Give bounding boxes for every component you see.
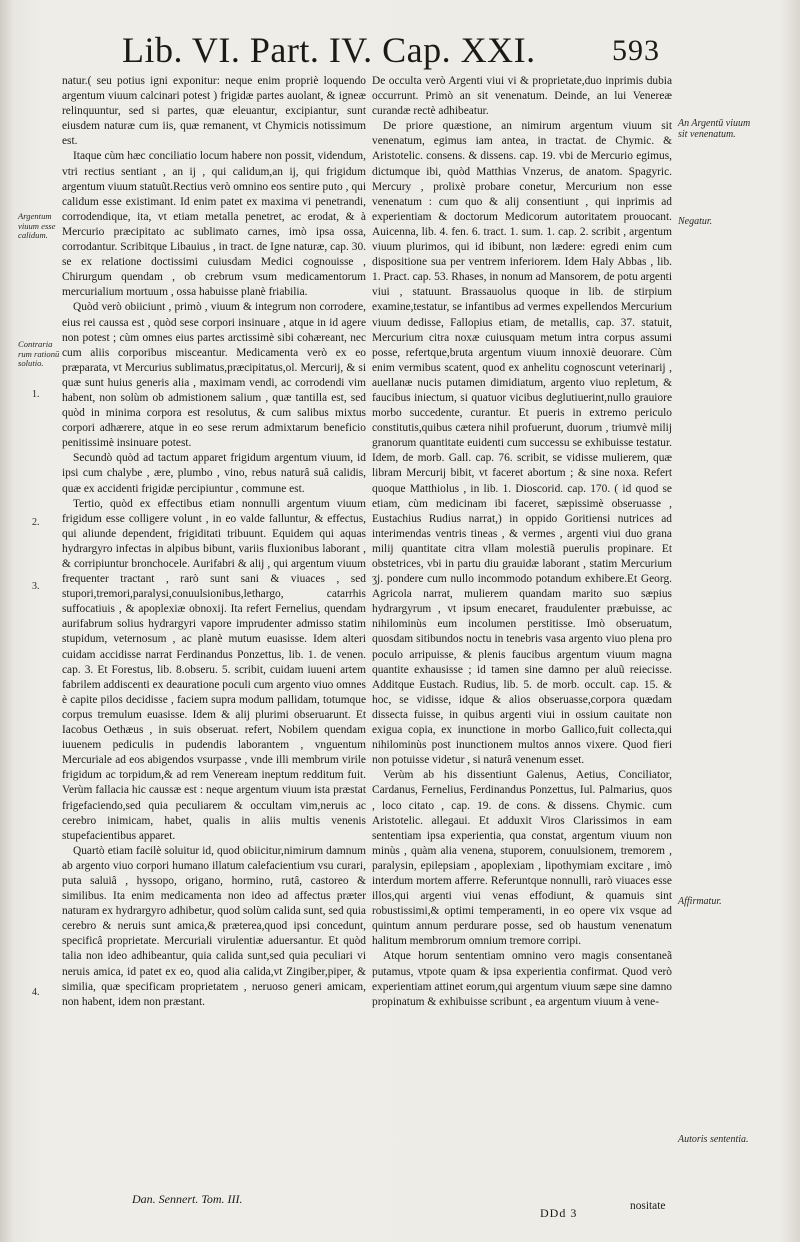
page-number: 593 [612,34,660,67]
paragraph: Secundò quòd ad tactum apparet frigidum argentum viuum, id ipsi cum chalybe , ære, plumbo , vino, rebus naturâ suâ calidis, quæ ex accidenti frigidæ percipiuntur , commune est. [62,452,366,495]
margin-note: Argentum viuum esse calidum. [18,211,56,241]
margin-note: Negatur. [678,216,713,227]
catchword: nositate [630,1200,666,1212]
margin-number: 4. [32,987,40,998]
signature-mark: DDd 3 [540,1206,578,1220]
margin-note: An Argentū viuum sit venenatum. [678,118,751,140]
paragraph: De priore quæstione, an nimirum argentum viuum sit venenatum, egimus iam antea, in tractat. de Chymic. & Aristotelic. consens. & dissens. cap. 19. vbi de Mercurio egimus, dictumque ibi, quòd Matthias Vnzerus, de anatom. Spagyric. Mercury , prolixè probare conetur, Mercurium non esse venenatum : cum quo & alij consentiunt , qui inprimis ad experientiam & doctorum Medicorum autoritatem prouocant. Auicenna, lib. 4. fen. 6. tract. 1. sum. 1. cap. 2. scribit , argentum viuum plurimos, qui id ibibunt, non lædere: egredi enim cum dispositione sua per ventrem inferiorem. Idem Haly Abbas , lib. 1. Pract. cap. 53. Rhases, in nonum ad Mansorem, de potu argenti viui , statuunt. Brassauolus quoque in lib. de stirpium examine,testatur, se infantibus ad vermes expellendos Mercurium viuum dedisse, Fallopius etiam, de metallis, cap. 37. statuit, Mercurium citra noxæ cuiusquam metum intra corpus assumi posse, refertque,bruta argentum viuum innoxiè deuorare. Cùm enim vermibus scatent, quod ex anhelitu cognoscunt veterinarij , auellanæ nucis putamen dimidiatum, argento viuo repletum, & faucibus iniectum, si quatuor vicibus deglutiuerint,nullo grauiore morbo succedente, curantur. Et pueris in extremo periculo constitutis,quibus cætera nihil profuerunt, duorum , triumvè milij granorum quantitate euidenti cum successu se exhibuisse testatur. Idem, de morb. Gall. cap. 76. scribit, se vidisse mulierem, quæ libram Mercurij bibit, vt faceret abortum ; & sine noxa. Refert quoque Matthiolus , in lib. 1. Dioscorid. cap. 170. ( id quod se etiam, cùm medicinam ibi faceret, sæpissimè obseruasse , Eustachius Rudius narrat,) in oppido Goritiensi nutrices ad interimendas ventris tineas , & vermes , argenti viui duo grana milij quantitate citra vllam molestiã puerulis propinare. Et obstetrices, vbi in partu diu grauidæ laborant , statim Mercurium ʒj. pondere cum nullo incommodo potandum exhibere.Et Georg. Agricola narrat, mulierem quandam marito suo sæpius hydrargyrum , vt ipsum enecaret, fraudulenter præbuisse, ac nihilominùs eum incolumen perstitisse. Imò obseruatum, quosdam sitibundos noctu in tenebris vasa argento viuo plena pro poculo arripuisse, & plenis faucibus argentum viuum magna quantite exhausisse ; id tamen sine damno per aluũ reiecisse. Additque Eustach. Rudius, lib. 5. de morb. occult. cap. 15. & hoc, se vidisse, idque & alios obseruasse,corpora quædam dissecta fuisse, in quibus argenti viui in ossium cauitate non exigua copia, ex inunctione in morbo Gallico,fuit collecta,qui nihilominùs post inunctionem multos annos vixere. Quod fieri non potuisse videtur , si naturâ venenum esset. [372,120,672,767]
paragraph: Itaque cùm hæc conciliatio locum habere non possit, videndum, vtri rectius sentiant , an ij , qui calidum,an ij, qui frigidum argentum viuum statuũt.Rectius verò omnino eos sentire puto , qui calidum esse existimant. Id enim patet ex maxima vi penetrandi, corrodendique, ita, vt etiam metalla penetret, ac erodat, & à Mercurio præcipitato ac sublimato carnes, imò ipsa ossa, corrodantur. Scribitque Libauius , in tract. de Igne naturæ, cap. 30. se ex relatione doctissimi cuiusdam Medici cognouisse , Chirurgum quendam , ob crebrum vsum medicamentorum mercurialium mortuum , ossa habuisse planè friabilia. [62,150,366,299]
paragraph: De occulta verò Argenti viui vi & proprietate,duo inprimis dubia occurrunt. Primò an sit venenatum. Deinde, an lui Venereæ curandæ rectè adhibeatur. [372,75,672,118]
running-head: Lib. VI. Part. IV. Cap. XXI. [122,30,536,70]
margin-note: Contraria rum rationū solutio. [18,339,60,369]
paragraph: natur.( seu potius igni exponitur: neque enim propriè loquendo argentum viuum calcinari potest ) frigidæ partes auolant, & igneæ relinquuntur, sed si partes, quæ eleuantur, excipiantur, sunt eiusdem naturæ cum iis, quæ remanent, vt Chymicis notissimum est. [62,75,366,148]
margin-number: 2. [32,517,40,528]
left-column [62,74,366,1010]
paragraph: Verùm ab his dissentiunt Galenus, Aetius, Conciliator, Cardanus, Fernelius, Ferdinandus Ponzettus, Iul. Palmarius, quos , loco citato , cap. 19. de cons. & dissens. Chymic. cum Aristotelic. allegaui. Et adduxit Viros Clarissimos in eam sententiam ipsa experientia, qua constat, argentum viuum non minùs , quàm alia venena, stuporem, conuulsionem, tremorem , paralysin, epilepsiam , apoplexiam , lipothymiam excitare , imò interdum mortem afferre. Referuntque nonnulli, rarò viuaces esse illos,qui argenti viui venas effodiunt, & quamuis sint robustissimi,& optimi temperamenti, in eo opere vix vsque ad quintum annum perdurare posse, sed ob haustum venenatum halitum membrorum omnium tremore corripi. [372,769,672,948]
paragraph: Atque horum sententiam omnino vero magis consentaneã putamus, vtpote quam & ipsa experientia confirmat. Quod verò experientiam attinet eorum,qui argentum viuum sæpe sine damno propinatum & exhibuisse scribunt , ea argentum viuum à vene- [372,950,672,1008]
margin-number: 3. [32,581,40,592]
paragraph: Quòd verò obiiciunt , primò , viuum & integrum non corrodere, eius rei caussa est , quòd sese corpori insinuare , atque in id agere non potest ; cùm omnes eius partes arctissimè sibi cohæreant, nec cum aliis corporibus misceantur. Medicamenta verò ex eo præparata, vt Mercurius sublimatus,præcipitatus,ol. Mercurij, & si quæ sunt huius generis alia , maximam vendi, ac corrodendi vim habent, non solùm ob admistionem salium , quæ tantilla est, sed quòd in minima corpora est resolutus, & cum salibus mixtus corpori adhærere, atque in eo sese rerum admixtarum beneficio penitissimè insinuare potest. [62,301,366,450]
paragraph: Tertio, quòd ex effectibus etiam nonnulli argentum viuum frigidum esse colligere volunt , in eo valde falluntur, & effectus, qui aliunde dependent, frigiditati tribuunt. Equidem qui aquas hydrargyro infectas in alpibus bibunt, variis fluxionibus laborant , & corripiuntur bronchocele. Aurifabri & alij , qui argentum viuum frequenter tractant , rarò sunt sani & viuaces , sed stupori,tremori,paralysi,conuulsionibus,lethargo, catarrhis suffocatiuis , & apoplexiæ obnoxij. Ita refert Fernelius, quendam aurifabrum solius hydrargyri vapore imprudenter admisso statim stupidum, veternosum , ac planè mutum euasisse. Idem alteri cuidam accidisse narrat Ferdinandus Ponzettus, lib. 1. de venen. cap. 3. Et Forestus, lib. 8.obseru. 5. scribit, cuidam iuueni artem fabrilem addiscenti ex deauratione poculi cum argento viuo omnes è capite pilos decidisse , faciem supra modum pallidam, totumque corpus tremulum euasisse. Idem & alij plurimi obseruarunt. Et Iacobus Oethæus , in suis obseruat. refert, Nobilem quendam iuuenem pediculis in pudendis laborantem , vnguentum Mercuriale ad eos abigendos vsurpasse , vnde illi membrum virile frigidum ac torpidum,& ad rem Veneream ineptum redditum fuit. Verùm fallacia hic caussæ est : neque argentum viuum ista præstat frigefaciendo,sed quia peculiarem & occultam vim,neruis ac cerebro inimicam, habet, qualis in aliis multis venenis stupefacientibus apparet. [62,497,366,842]
right-column [372,74,672,1010]
margin-note: Autoris sententia. [678,1134,749,1145]
margin-note: Affirmatur. [678,896,722,907]
margin-number: 1. [32,389,40,400]
paragraph: Quartò etiam facilè soluitur id, quod obiicitur,nimirum damnum ab argento viuo corpori humano illatum calefacientium vsu curari, puta saluiâ , hyssopo, origano, hormino, rutâ, castoreo & similibus. Ita enim medicamenta non ideo ad affectus præter naturam ex hydrargyro adhibetur, quod solùm calida sunt, sed quia cerebro & neruis sunt amica,& præterea,quod ipsi concedunt, specificâ proprietate. Mercuriali virulentiæ aduersantur. Et quòd talia non ideo adhibeantur, quia calida sunt,sed quia peculiari vi neruis amica, id patet ex eo, quod alia calida,vt Zingiber,piper, & similia, quæ specificam proprietatem , neruoso generi amicam, non habent, idem non præstant. [62,844,366,1008]
footer-author: Dan. Sennert. Tom. III. [132,1192,243,1206]
